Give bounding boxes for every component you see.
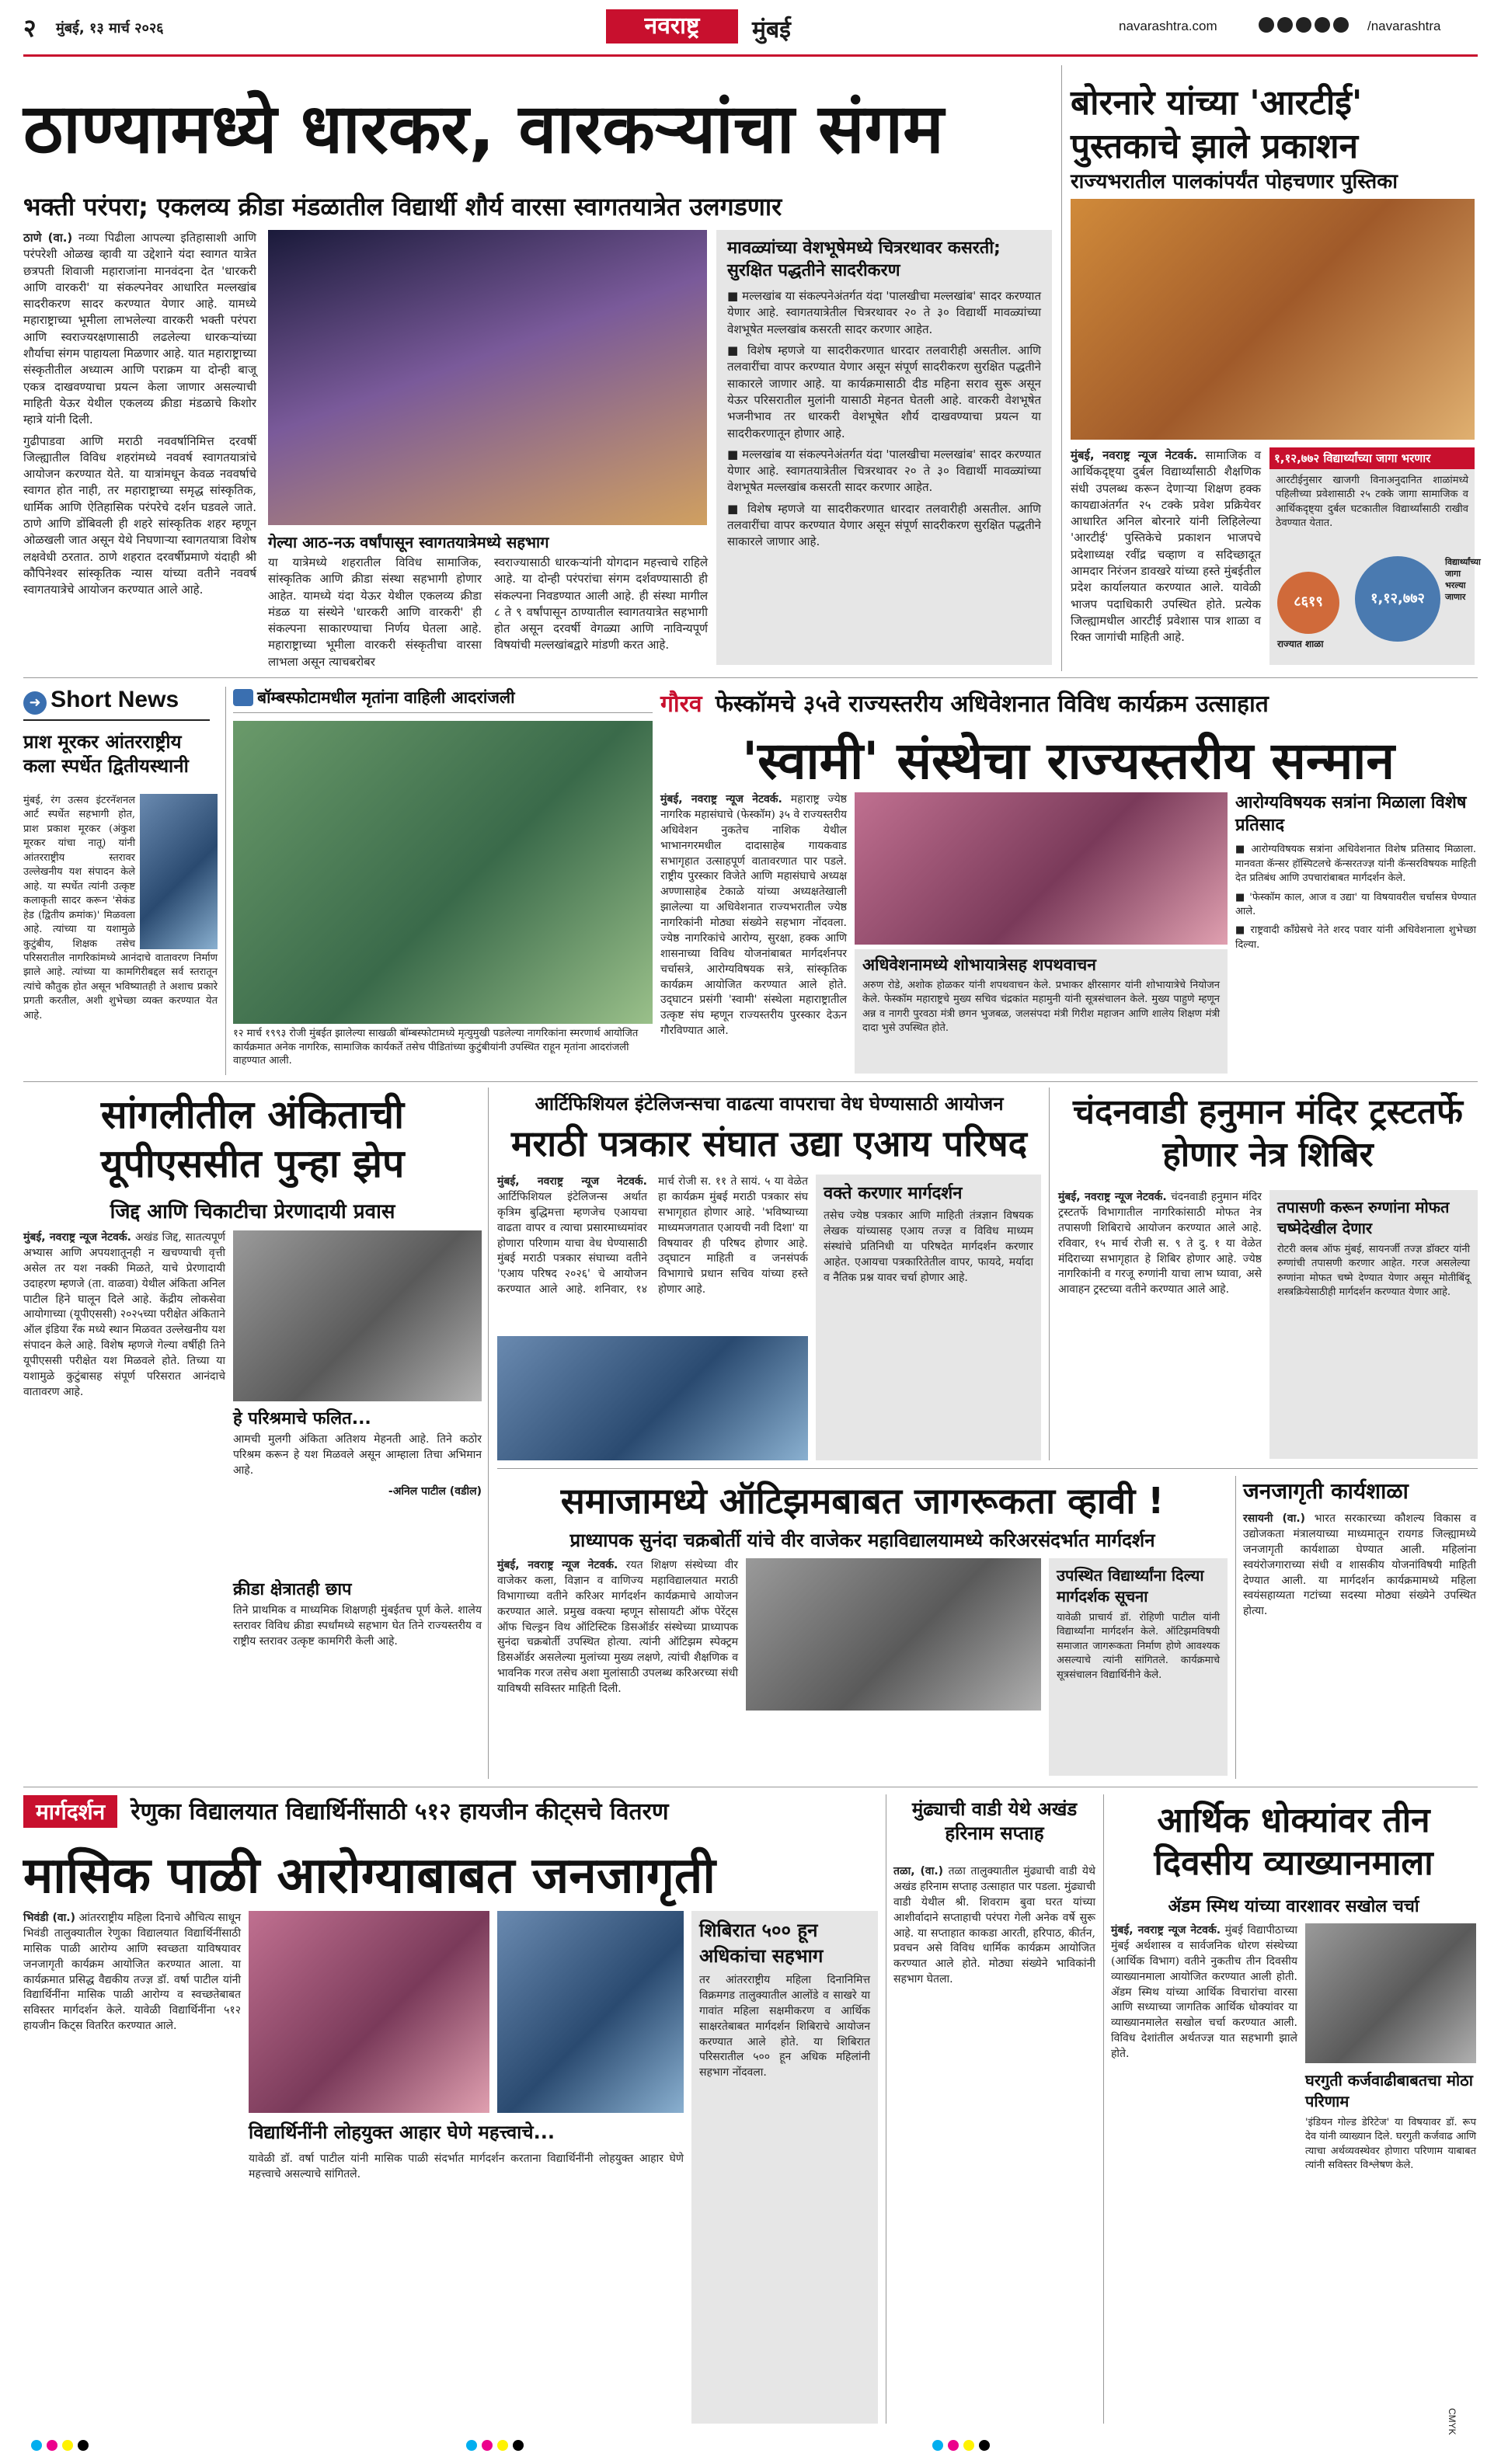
story5-subhead: जिद्द आणि चिकाटीचा प्रेरणादायी प्रवास (110, 1200, 395, 1223)
story10-kicker-row (23, 1794, 878, 1832)
story10-headline: मासिक पाळी आरोग्याबाबत जनजागृती (23, 1847, 716, 1905)
story2-body-col (1071, 447, 1261, 665)
bullet-icon: ■ (727, 501, 747, 516)
story11-dateline: तळा, (वा.) (893, 1865, 944, 1878)
twitter-icon[interactable] (1277, 17, 1293, 33)
bullet-icon: ■ (1235, 924, 1251, 937)
story3-header (233, 687, 653, 713)
story1-subhead: भक्ती परंपरा; एकलव्य क्रीडा मंडळातील विद्यार्थी शौर्य वारसा स्वागतयात्रेत उलगडणार (23, 192, 782, 221)
story6-box-title: वक्ते करणार मार्गदर्शन (824, 1184, 963, 1203)
story1-photo-caption: गेल्या आठ-नऊ वर्षांपासून स्वागतयात्रेमध्ये सहभाग (268, 533, 549, 552)
story4-kicker-row (660, 687, 1476, 721)
story8-body: रयत शिक्षण संस्थेच्या वीर वाजेकर कला, विज्ञान व वाणिज्य महाविद्यालयात मराठी विभागाच्या वतीने करिअर मार्गदर्शन कार्यक्रमाचे आयोजन करण्यात आले. प्रमुख वक्त्या म्हणून सोसायटी ऑफ पेरेंट्स ऑफ चिल्ड्रन विथ ऑटिस्टिक डिसऑर्डर संस्थेच्या प्राध्यापक सुनंदा चक्रबोर्ती उपस्थित होत्या. त्यांनी ऑटिझम स्पेक्ट्रम डिसऑर्डर असलेल्या मुलांच्या मुख्य लक्षणे, त्यांची शैक्षणिक व भावनिक गरज तसेच अशा मुलांसाठी उपलब्ध करिअरच्या संधी याविषयी सविस्तर माहिती दिली. (497, 1559, 738, 1695)
youtube-icon[interactable] (1315, 17, 1330, 33)
story4-side-title: आरोग्यविषयक सत्रांना मिळाला विशेष प्रतिसाद (1235, 793, 1467, 835)
divider (23, 1081, 1478, 1082)
story8-body-wrap (497, 1558, 738, 1776)
story10-dateline: भिवंडी (वा.) (23, 1912, 75, 1924)
story1-sidebar-bullet-4: ■ विशेष म्हणजे या सादरीकरणात धारदार तलवारीही असतील. आणि तलवारींचा वापर करण्यात येणार असून संपूर्ण सादरीकरण सुरक्षित पद्धतीने साकारले जाणार आहे. (727, 501, 1041, 549)
divider (1061, 65, 1062, 671)
story3-title: बॉम्बस्फोटामधील मृतांना वाहिली आदरांजली (257, 688, 515, 707)
story7-box-body: रोटरी क्लब ऑफ मुंबई, सायनर्जी तज्ज्ञ डॉक्टर यांनी रुग्णांची तपासणी करणार आहेत. गरज असलेल्या रुग्णांना मोफत चष्मे देण्यात येणार असून मोतीबिंदू शस्त्रक्रियेसाठीही मार्गदर्शन करण्यात येणार आहे. (1277, 1244, 1470, 1299)
bullet-icon: ■ (727, 289, 743, 304)
story4-headline: 'स्वामी' संस्थेचा राज्यस्तरीय सन्मान (741, 731, 1395, 791)
story4-subbox-title: अधिवेशनामध्ये शोभायात्रेसह शपथवाचन (862, 955, 1096, 974)
story2-infobox (1269, 447, 1481, 665)
story10-body-wrap (23, 1911, 241, 2424)
story4-body: महाराष्ट्र ज्येष्ठ नागरिक महासंघाचे (फेस्कॉम) ३५ वे राज्यस्तरीय अधिवेशन नुकतेच नाशिक येथील भाभानगरमधील दादासाहेब गायकवाड सभागृहात उत्साहपूर्ण वातावरणात पार पडले. राष्ट्रीय पुरस्कार विजेते आणि महासंघाचे अध्यक्ष अण्णासाहेब टेकाळे यांच्या अध्यक्षतेखाली झालेल्या या अधिवेशनात राज्यभरातील ज्येष्ठ नागरिकांनी मोठ्या संख्येने सहभाग नोंदवला. ज्येष्ठ नागरिकांचे आरोग्य, सुरक्षा, हक्क आणि शासनाच्या विविध योजनांबाबत मार्गदर्शनपर चर्चासत्रे, आरोग्यविषयक सत्रे, सांस्कृतिक कार्यक्रम आयोजित करण्यात आले होते. उद्‌घाटन प्रसंगी 'स्वामी' संस्थेला महाराष्ट्रातील उत्कृष्ट संघ म्हणून राज्यस्तरीय पुरस्कार देऊन गौरविण्यात आले. (660, 793, 847, 1038)
story12-headline: आर्थिक धोक्यांवर तीन दिवसीय व्याख्यानमाला (1154, 1801, 1433, 1883)
divider (1103, 1794, 1104, 2424)
story2-photo (1071, 199, 1475, 440)
masthead (0, 0, 1501, 59)
story8-subhead: प्राध्यापक सुनंदा चक्रबोर्ती यांचे वीर वाजेकर महाविद्यालयामध्ये करिअरसंदर्भात मार्गदर्शन (569, 1530, 1155, 1551)
story5-sport-title: क्रीडा क्षेत्रातही छाप (233, 1580, 352, 1599)
story12-box (1305, 2069, 1476, 2424)
shortnews-title: प्राश मूरकर आंतरराष्ट्रीय कला स्पर्धेत द्वितीयस्थानी (23, 731, 189, 778)
story2-infobox-title: १,१२,७७२ विद्यार्थ्यांच्या जागा भरणार (1269, 447, 1475, 469)
story5-quote-title: हे परिश्रमाचे फलित... (233, 1409, 371, 1429)
story4-side-bullet-1: ■ आरोग्यविषयक सत्रांना अधिवेशनात विशेष प्रतिसाद मिळाला. मानवता कॅन्सर हॉस्पिटलचे कॅन्सरतज्ज्ञ यांनी कॅन्सरविषयक माहिती देत प्रतिबंध आणि उपचारांबाबत मार्गदर्शन केले. (1235, 844, 1476, 885)
edition-date: मुंबई, १३ मार्च २०२६ (56, 20, 164, 37)
story7-dateline: मुंबई, नवराष्ट्र न्यूज नेटवर्क. (1058, 1191, 1167, 1203)
social-icons (1259, 17, 1360, 34)
arrow-icon: ➜ (23, 691, 47, 715)
story5-body-wrap (23, 1230, 225, 1774)
story2-body: सामाजिक व आर्थिकदृष्ट्या दुर्बल विद्यार्थ्यांसाठी शैक्षणिक संधी उपलब्ध करून देणाऱ्या शिक्षण हक्क कायद्याअंतर्गत २५ टक्के प्रवेश प्रक्रियेवर आधारित अनिल बोरनारे यांनी लिहिलेल्या 'आरटीई' पुस्तिकेचे प्रकाशन भाजपचे प्रदेशाध्यक्ष रवींद्र चव्हाण व सदिच्छादूत आमदार निरंजन डावखरे यांच्या हस्ते मुंबईतील प्रदेश कार्यालयात करण्यात आले. यावेळी भाजप पदाधिकारी उपस्थित होते. प्रत्येक जिल्ह्यामधील आरटीई प्रवेशास पात्र शाळा व रिक्त जागांची माहिती आहे. (1071, 448, 1261, 645)
story5-quote-box (233, 1406, 482, 1569)
story5-dateline: मुंबई, नवराष्ट्र न्यूज नेटवर्क. (23, 1231, 132, 1244)
story6-body-wrap (497, 1175, 808, 1330)
story7-body-wrap (1058, 1190, 1262, 1459)
story7-body: चंदनवाडी हनुमान मंदिर ट्रस्टतर्फे विभागातील नागरिकांसाठी मोफत नेत्र तपासणी शिबिराचे आयोजन करण्यात आले आहे. रविवार, १५ मार्च रोजी स. ९ ते दु. १ या वेळेत मंदिराच्या सभागृहात हे शिबिर होणार आहे. ज्येष्ठ नागरिकांनी व गरजू रुग्णांनी याचा लाभ घ्यावा, असे आवाहन ट्रस्टच्या वतीने करण्यात आले आहे. (1058, 1191, 1262, 1296)
story1-photo (268, 230, 707, 525)
story6-box (816, 1175, 1041, 1460)
story5-quote-author: -अनिल पाटील (वडील) (388, 1484, 482, 1498)
story2-dateline: मुंबई, नवराष्ट्र न्यूज नेटवर्क. (1071, 448, 1198, 462)
story12-subhead: ॲडम स्मिथ यांच्या वारशावर सखोल चर्चा (1168, 1897, 1419, 1916)
story10-caption: विद्यार्थिनींनी लोहयुक्त आहार घेणे महत्त्वाचे... (249, 2121, 555, 2143)
bullet-icon: ■ (727, 447, 743, 461)
story4-photo (855, 792, 1228, 945)
story12-dateline: मुंबई, नवराष्ट्र न्यूज नेटवर्क. (1111, 1924, 1221, 1937)
story1-col3: स्वराज्यासाठी धारकऱ्यांनी योगदान महत्त्वाचे राहिले आहे. या दोन्ही परंपरांचा संगम दर्शवण्यासाठी ही संकल्पना निवडण्यात आली आहे. ही संस्था मागील ८ ते ९ वर्षांपासून ठाण्यातील स्वागतयात्रेत सहभागी होत असून दरवर्षी वेगळ्या आणि नाविन्यपूर्ण विषयांची मल्लखांबद्वारे मांडणी करत आहे. (494, 555, 708, 653)
story1-sidebar (716, 230, 1052, 665)
story10-body: आंतरराष्ट्रीय महिला दिनाचे औचित्य साधून भिवंडी तालुक्यातील रेणुका विद्यालयात विद्यार्थिनींसाठी मासिक पाळी आरोग्य आणि स्वच्छता याविषयावर जनजागृती कार्यक्रम आयोजित करण्यात आला. या कार्यक्रमात प्रसिद्ध वैद्यकीय तज्ज्ञ डॉ. वर्षा पाटील यांनी विद्यार्थिनींना मासिक पाळी आरोग्य व स्वच्छतेबाबत सविस्तर मार्गदर्शन केले. यावेळी विद्यार्थिनींना ५१२ हायजीन किट्स वितरित करण्यात आले. (23, 1912, 241, 2033)
story5-headline: सांगलीतील अंकिताची यूपीएससीत पुन्हा झेप (100, 1092, 405, 1186)
story4-side (1235, 792, 1476, 1074)
linkedin-icon[interactable] (1333, 17, 1349, 33)
story10-photo-2 (497, 1911, 684, 2113)
story6-body: आर्टिफिशियल इंटेलिजन्स अर्थात कृत्रिम बुद्धिमत्ता म्हणजेच एआयचा वाढता वापर व त्याचा प्रसारमाध्यमांवर होणारा परिणाम याचा वेध घेण्यासाठी मुंबई मराठी पत्रकार संघाच्या वतीने 'एआय परिषद २०२६' चे आयोजन करण्यात आले आहे. शनिवार, १४ मार्च रोजी स. ११ ते सायं. ५ या वेळेत हा कार्यक्रम मुंबई मराठी पत्रकार संघ सभागृहात होणार आहे. 'भविष्याच्या माध्यमजगतात एआयची नवी दिशा' या विषयावर ही परिषद होणार आहे. उद्‌घाटन माहिती व जनसंपर्क विभागाचे प्रधान सचिव यांच्या हस्ते होणार आहे. (497, 1175, 808, 1296)
registration-marks-left (31, 2439, 93, 2454)
story4-dateline: मुंबई, नवराष्ट्र न्यूज नेटवर्क. (660, 793, 782, 806)
story8-box (1049, 1558, 1228, 1776)
story12-box-body: 'इंडियन गोल्ड डेरिटेज' या विषयावर डॉ. रूप देव यांनी व्याख्यान दिले. घरगुती कर्जवाढ आणि त्याचा अर्थव्यवस्थेवर होणारा परिणाम याबाबत त्यांनी सविस्तर विश्लेषण केले. (1305, 2117, 1476, 2172)
story12-photo (1305, 1923, 1476, 2063)
camera-icon (233, 689, 253, 706)
divider (1235, 1476, 1236, 1779)
story5-quote: आमची मुलगी अंकिता अतिशय मेहनती आहे. तिने कठोर परिश्रम करून हे यश मिळवले असून आम्हाला तिचा अभिमान आहे. (233, 1433, 482, 1477)
story2-headline-a: बोरनारे यांच्या 'आरटीई' (1071, 83, 1363, 123)
bullet-icon: ■ (727, 343, 747, 358)
story10-photo-1 (249, 1911, 489, 2113)
story1-headline: ठाण्यामध्ये धारकर, वारकऱ्यांचा संगम (23, 89, 944, 169)
story2-infobox-body: आरटीईनुसार खाजगी विनाअनुदानित शाळांमध्ये पहिलीच्या प्रवेशासाठी २५ टक्के जागा सामाजिक व आर्थिकदृष्ट्या दुर्बल घटकातील विद्यार्थ्यांसाठी राखीव ठेवण्यात येतात. (1276, 475, 1468, 530)
story7-box-title: तपासणी करून रुग्णांना मोफत चष्मेदेखील देणार (1277, 1198, 1450, 1237)
divider (225, 687, 226, 1075)
instagram-icon[interactable] (1296, 17, 1311, 33)
shortnews-body: मुंबई, रंग उत्सव इंटरनॅशनल आर्ट स्पर्धेत सहभागी होत, प्राश प्रकाश मूरकर (अंकुश मूरकर यांचा नातू) यांनी आंतरराष्ट्रीय स्तरावर उल्लेखनीय यश संपादन केले आहे. या स्पर्धेत त्यांनी उत्कृष्ट कलाकृती सादर करून 'सेकंड हेड (द्वितीय क्रमांक)' मिळवला आहे. त्यांच्या या यशामुळे कुटुंबीय, शिक्षक तसेच परिसरातील नागरिकांमध्ये आनंदाचे वातावरण निर्माण झाले आहे. त्यांच्या या कामगिरीबद्दल सर्व स्तरातून त्यांचे कौतुक होत असून भविष्यातही ते अशाच प्रकारे प्रगती करतील, अशी शुभेच्छा व्यक्त करण्यात येत आहे. (23, 795, 218, 1021)
story8-dateline: मुंबई, नवराष्ट्र न्यूज नेटवर्क. (497, 1559, 618, 1571)
divider (23, 677, 1478, 678)
story1-sidebar-bullet-2: ■ विशेष म्हणजे या सादरीकरणात धारदार तलवारीही असतील. आणि तलवारींचा वापर करण्यात येणार असून संपूर्ण सादरीकरण सुरक्षित पद्धतीने साकारले जाणार आहे. या कार्यक्रमासाठी दीड महिना सराव सुरू असून येऊर परिसरातील मुलांनी यासाठी मेहनत घेतली आहे. वारकरी वेशभूषेत भजनीभाव तर धारकरी वेशभूषेत शौर्य दाखवण्याचा प्रयत्न या सादरीकरणातून होणार आहे. (727, 343, 1041, 440)
page-number: २ (23, 13, 37, 43)
story3-photo (233, 721, 653, 1024)
story1-body1: नव्या पिढीला आपल्या इतिहासाशी आणि परंपरेशी ओळख व्हावी या उद्देशाने यंदा स्वागत यात्रेत छत्रपती शिवाजी महाराजांना मानवंदना देत 'धारकरी आणि वारकरी' या संकल्पनेवर आधारित मल्लखांब सादरीकरण सादर करण्यात येणार आहे. यामध्ये महाराष्ट्राच्या भूमीला लाभलेल्या वारकरी भक्ती परंपरा आणि स्वराज्यरक्षणासाठी लढलेल्या धारकऱ्यांच्या शौर्याचा संगम पाहायला मिळणार आहे. यात महाराष्ट्राच्या संस्कृतीतील अध्यात्म आणि पराक्रम या दोन्ही बाजू एकत्र दाखवण्याचा प्रयत्न केला जाणार असल्याची माहिती येऊर येथील एकलव्य क्रीडा मंडळाचे किशोर म्हात्रे यांनी दिली. (23, 231, 256, 427)
story2-subhead: राज्यभरातील पालकांपर्यंत पोहचणार पुस्तिका (1071, 170, 1398, 193)
shortnews-photo (140, 794, 218, 949)
story1-col1 (23, 230, 256, 665)
story4-kicker: फेस्कॉमचे ३५वे राज्यस्तरीय अधिवेशनात विविध कार्यक्रम उत्साहात (715, 691, 1269, 718)
story9-title: जनजागृती कार्यशाळा (1243, 1478, 1409, 1504)
story7-headline: चंदनवाडी हनुमान मंदिर ट्रस्टतर्फे होणार नेत्र शिबिर (1073, 1092, 1463, 1175)
story10-tag: मार्गदर्शन (23, 1795, 117, 1828)
story5-sport-body: तिने प्राथमिक व माध्यमिक शिक्षणही मुंबईतच पूर्ण केले. शालेय स्तरावर विविध क्रीडा स्पर्धांमध्ये सहभाग घेत तिने राज्यस्तरीय व राष्ट्रीय स्तरावर उत्कृष्ट कामगिरी केली आहे. (233, 1604, 482, 1648)
shortnews-body-wrap (23, 794, 218, 1070)
story10-box-body: तर आंतरराष्ट्रीय महिला दिनानिमित्त विक्रमगड तालुक्यातील आलोंडे व साखरे या गावांत महिला सक्षमीकरण व आर्थिक साक्षरतेबाबत मार्गदर्शन शिबिराचे आयोजन करण्यात आले होते. या शिबिरात परिसरातील ५०० हून अधिक महिलांनी सहभाग नोंदवला. (699, 1974, 870, 2079)
story8-photo (746, 1558, 1041, 1711)
story8-headline: समाजामध्ये ऑटिझमबाबत जागरूकता व्हावी ! (560, 1480, 1165, 1522)
shortnews-label-box (23, 687, 210, 721)
story9-body-wrap (1243, 1512, 1476, 1776)
story4-subbox-body: अरुण रोडे, अशोक होळकर यांनी शपथवाचन केले. प्रभाकर क्षीरसागर यांनी शोभायात्रेचे नियोजन केले. फेस्कॉम महाराष्ट्रचे मुख्य सचिव चंद्रकांत महामुनी यांनी सूत्रसंचालन केले. मुख्य पाहुणे म्हणून अन्न व नागरी पुरवठा मंत्री छगन भुजबळ, जलसंपदा मंत्री गिरीश महाजन आणि शालेय शिक्षण मंत्री दादा भुसे उपस्थित होते. (862, 980, 1220, 1035)
story4-tag: गौरव (660, 691, 702, 718)
story10-caption-body: यावेळी डॉ. वर्षा पाटील यांनी मासिक पाळी संदर्भात मार्गदर्शन करताना विद्यार्थिनींनी लोहयुक्त आहार घेणे महत्त्वाचे असल्याचे सांगितले. (249, 2153, 684, 2180)
story4-side-bullet-3: ■ राष्ट्रवादी काँग्रेसचे नेते शरद पवार यांनी अधिवेशनाला शुभेच्छा दिल्या. (1235, 924, 1476, 951)
story1-dateline: ठाणे (वा.) (23, 231, 73, 245)
social-handle[interactable]: /navarashtra (1367, 19, 1441, 33)
story2-stat1: ८६१९ (1277, 572, 1339, 634)
story5-body: अखंड जिद्द, सातत्यपूर्ण अभ्यास आणि अपयशातूनही न खचण्याची वृत्ती असेल तर यश नक्की मिळते, याचे प्रेरणादायी उदाहरण म्हणजे (ता. वाळवा) येथील अंकिता अनिल पाटील हिने घालून दिले आहे. केंद्रीय लोकसेवा आयोगाच्या (यूपीएससी) २०२५च्या परीक्षेत अंकिताने ऑल इंडिया रँक मध्ये स्थान मिळवत उल्लेखनीय यश संपादन केले आहे. विशेष म्हणजे गेल्या वर्षीही तिने यूपीएससी परीक्षेत यश मिळवले होते. तिच्या या यशामुळे कुटुंबासह संपूर्ण परिसरात आनंदाचे वातावरण आहे. (23, 1231, 226, 1398)
story9-body: भारत सरकारच्या कौशल्य विकास व उद्योजकता मंत्रालयाच्या माध्यमातून रायगड जिल्ह्यामध्ये जनजागृती कार्यशाळा घेण्यात आली. महिलांना स्वयंरोजगाराच्या संधी व शासकीय योजनांविषयी माहिती देण्यात आली. या मार्गदर्शन कार्यक्रमामध्ये महिला स्वयंसहाय्यता गटांच्या सदस्या मोठ्या संख्येने उपस्थित होत्या. (1243, 1512, 1476, 1618)
story1-sidebar-title: मावळ्यांच्या वेशभूषेमध्ये चित्ररथावर कसरती; सुरक्षित पद्धतीने सादरीकरण (727, 238, 1001, 280)
story12-body-wrap (1111, 1923, 1297, 2424)
story11-body: तळा तालुक्यातील मुंढ्याची वाडी येथे अखंड हरिनाम सप्ताह उत्साहात पार पडला. मुंढ्याची वाडी येथील श्री. शिवराम बुवा घरत यांच्या आशीर्वादाने सप्ताहाची परंपरा गेली अनेक वर्षे सुरू आहे. या सप्ताहात काकडा आरती, हरिपाठ, कीर्तन, प्रवचन असे विविध धार्मिक कार्यक्रम आयोजित करण्यात आले होते. मोठ्या संख्येने भाविकांनी सहभाग घेतला. (893, 1865, 1095, 1986)
masthead-edition: मुंबई (752, 16, 791, 44)
registration-marks-center (466, 2439, 528, 2454)
story9-dateline: रसायनी (वा.) (1243, 1512, 1306, 1525)
story4-body-wrap (660, 792, 847, 1072)
story6-dateline: मुंबई, नवराष्ट्र न्यूज नेटवर्क. (497, 1175, 647, 1188)
story12-body: मुंबई विद्यापीठाच्या मुंबई अर्थशास्त्र व सार्वजनिक धोरण संस्थेच्या (आर्थिक विभाग) वतीने नुकतीच तीन दिवसीय व्याख्यानमाला आयोजित करण्यात आली होती. ॲडम स्मिथ यांच्या आर्थिक विचारांचा वारसा आणि सध्याच्या जागतिक आर्थिक धोक्यांवर या व्याख्यानमालेत सखोल चर्चा करण्यात आली. विविध देशांतील अर्थतज्ज्ञ यात सहभागी झाले होते. (1111, 1924, 1297, 2060)
story1-body2: गुढीपाडवा आणि मराठी नववर्षानिमित्त दरवर्षी जिल्ह्यातील विविध शहरांमध्ये नववर्ष स्वागतयात्रांचे आयोजन करण्यात येते. या यात्रांमधून केवळ नववर्षाचे स्वागत होत नाही, तर महाराष्ट्राच्या समृद्ध सांस्कृतिक, धार्मिक आणि ऐतिहासिक परंपरेचे दर्शन घडवले जाते. ठाणे आणि डोंबिवली ही शहरे सांस्कृतिक शहर म्हणून ओळखली जात असून येथे निघणाऱ्या स्वागतयात्रा विशेष लक्षवेधी ठरतात. ठाणे शहरात दरवर्षीप्रमाणे यंदाही श्री कौपिनेश्वर सांस्कृतिक न्यास यांच्या वतीने नववर्ष स्वागतयात्रेचे आयोजन करण्यात आले आहे. (23, 433, 256, 597)
shortnews-label: Short News (50, 687, 179, 712)
story6-box-body: तसेच ज्येष्ठ पत्रकार आणि माहिती तंत्रज्ञान विषयक लेखक यांच्यासह एआय तज्ज्ञ व विविध माध्यम संस्थांचे प्रतिनिधी या परिषदेत मार्गदर्शन करणार आहेत. एआयचा पत्रकारितेतील वापर, फायदे, मर्यादा व नैतिक प्रश्न यावर चर्चा होणार आहे. (824, 1209, 1033, 1284)
story1-sidebar-bullet-3: ■ मल्लखांब या संकल्पनेअंतर्गत यंदा 'पालखीचा मल्लखांब' सादर करण्यात येणार आहे. स्वागतयात्रेतील चित्ररथावर २० ते ३० विद्यार्थी मावळ्यांच्या वेशभूषेत मल्लखांब कसरती सादर करणार आहेत. (727, 447, 1041, 495)
story6-photo (497, 1336, 808, 1460)
masthead-website[interactable]: navarashtra.com (1119, 19, 1217, 33)
divider (488, 1088, 489, 1779)
divider (497, 1468, 1478, 1469)
story10-box (691, 1911, 878, 2424)
story4-subbox (855, 949, 1228, 1074)
story5-sport-box (233, 1577, 482, 1776)
story2-headline-b: पुस्तकाचे झाले प्रकाशन (1071, 127, 1359, 166)
story5-photo (233, 1230, 482, 1401)
masthead-logo: नवराष्ट्र (606, 9, 738, 44)
story3-caption: १२ मार्च १९९३ रोजी मुंबईत झालेल्या साखळी बॉम्बस्फोटामध्ये मृत्युमुखी पडलेल्या नागरिकांना स्मरणार्थ आयोजित कार्यक्रमात अनेक नागरिक, सामाजिक कार्यकर्ते तसेच पीडितांच्या कुटुंबीयांनी उपस्थित राहून मृतांना आदरांजली वाहण्यात आली. (233, 1028, 639, 1067)
story10-kicker: रेणुका विद्यालयात विद्यार्थिनींसाठी ५१२ हायजीन कीट्सचे वितरण (131, 1798, 669, 1825)
cmyk-mark: CMYK (1447, 2408, 1457, 2435)
story2-stat2: १,१२,७७२ (1355, 556, 1440, 642)
bullet-icon: ■ (1235, 844, 1252, 856)
story1-col2: या यात्रेमध्ये शहरातील विविध सामाजिक, सांस्कृतिक आणि क्रीडा संस्था सहभागी होणार आहेत. यामध्ये यंदा येऊर येथील एकलव्य क्रीडा मंडळ या संस्थेने 'धारकरी आणि वारकरी' ही संकल्पना साकारण्याचा निर्णय घेतला आहे. महाराष्ट्राच्या भूमीला वारकरी संस्कृतीचा वारसा लाभला असून त्याचबरोबर (268, 555, 482, 669)
bullet-icon: ■ (1235, 891, 1250, 903)
story2-stat2-label: विद्यार्थ्यांच्या जागा भरल्या जाणार (1445, 557, 1481, 602)
story11-body-wrap (893, 1864, 1095, 2424)
divider (1049, 1088, 1050, 1460)
story6-kicker: आर्टिफिशियल इंटेलिजन्सचा वाढत्या वापराचा वेध घेण्यासाठी आयोजन (535, 1093, 1004, 1115)
registration-marks-right (932, 2439, 994, 2454)
story11-headline: मुंढ्याची वाडी येथे अखंड हरिनाम सप्ताह (911, 1798, 1078, 1845)
story12-box-title: घरगुती कर्जवाढीबाबतचा मोठा परिणाम (1305, 2071, 1473, 2111)
story7-box (1269, 1190, 1478, 1459)
story8-box-body: यावेळी प्राचार्य डॉ. रोहिणी पाटील यांनी विद्यार्थ्यांना मार्गदर्शन केले. ऑटिझमविषयी समाजात जागरूकता निर्माण होणे आवश्यक असल्याचे त्यांनी सांगितले. कार्यक्रमाचे सूत्रसंचालन विद्यार्थिनीने केले. (1057, 1612, 1220, 1681)
story2-stat1-label: राज्यात शाळा (1277, 639, 1324, 649)
story1-sidebar-bullet-1: ■ मल्लखांब या संकल्पनेअंतर्गत यंदा 'पालखीचा मल्लखांब' सादर करण्यात येणार आहे. स्वागतयात्रेतील चित्ररथावर २० ते ३० विद्यार्थी मावळ्यांच्या वेशभूषेत मल्लखांब कसरती सादर करणार आहेत. (727, 289, 1041, 336)
story6-headline: मराठी पत्रकार संघात उद्या एआय परिषद (510, 1122, 1028, 1164)
story10-box-title: शिबिरात ५०० हून अधिकांचा सहभाग (699, 1919, 824, 1967)
masthead-rule (23, 54, 1478, 57)
story8-box-title: उपस्थित विद्यार्थ्यांना दिल्या मार्गदर्शक सूचना (1057, 1566, 1204, 1606)
story4-side-bullet-2: ■ 'फेस्कॉम काल, आज व उद्या' या विषयावरील चर्चासत्र घेण्यात आले. (1235, 891, 1476, 917)
facebook-icon[interactable] (1259, 17, 1274, 33)
